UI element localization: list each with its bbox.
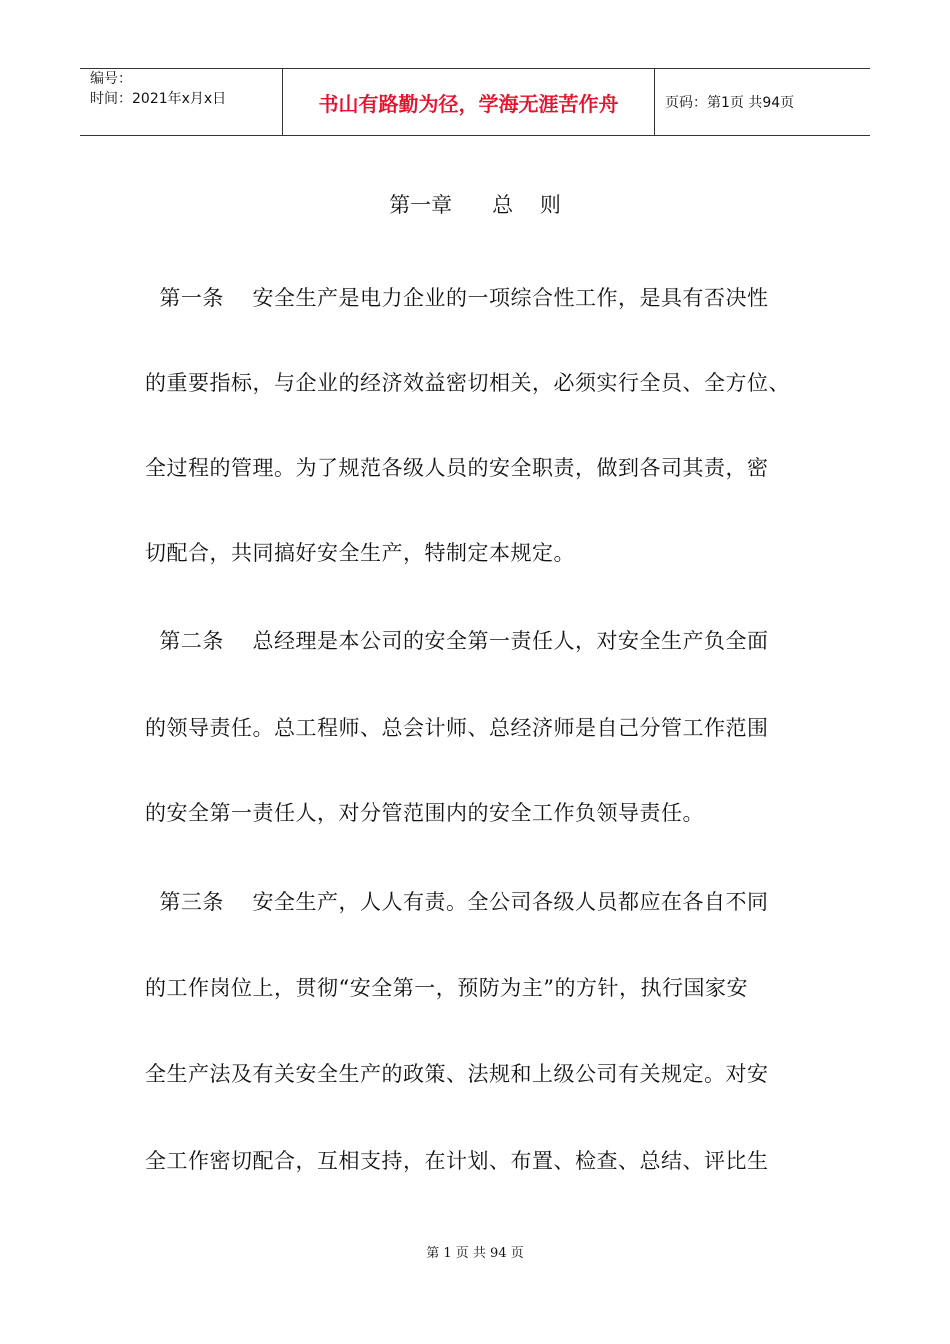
chapter-title: 第一章 总 则 bbox=[389, 193, 561, 217]
paragraph-line: 的工作岗位上，贯彻“安全第一，预防为主”的方针，执行国家安 bbox=[145, 976, 748, 1000]
page-header bbox=[80, 68, 870, 136]
page-footer: 第 1 页 共 94 页 bbox=[426, 1246, 524, 1261]
paragraph-line: 第一条 安全生产是电力企业的一项综合性工作，是具有否决性 bbox=[145, 286, 769, 310]
header-page-code: 页码：第1页 共94页 bbox=[665, 95, 795, 111]
header-meta-cell bbox=[80, 69, 282, 135]
header-motto: 书山有路勤为径，学海无涯苦作舟 bbox=[318, 91, 619, 116]
document-number-label: 编号： bbox=[90, 71, 132, 87]
paragraph-line: 全过程的管理。为了规范各级人员的安全职责，做到各司其责，密 bbox=[145, 456, 769, 480]
paragraph-line: 的领导责任。总工程师、总会计师、总经济师是自己分管工作范围 bbox=[145, 716, 769, 740]
paragraph-line: 的重要指标，与企业的经济效益密切相关，必须实行全员、全方位、 bbox=[145, 371, 790, 395]
paragraph-line: 的安全第一责任人，对分管范围内的安全工作负领导责任。 bbox=[145, 801, 704, 825]
paragraph-line: 第三条 安全生产，人人有责。全公司各级人员都应在各自不同 bbox=[145, 890, 769, 914]
paragraph-line: 全生产法及有关安全生产的政策、法规和上级公司有关规定。对安 bbox=[145, 1062, 769, 1086]
paragraph-line: 切配合，共同搞好安全生产，特制定本规定。 bbox=[145, 541, 575, 565]
paragraph-line: 全工作密切配合，互相支持，在计划、布置、检查、总结、评比生 bbox=[145, 1149, 769, 1173]
paragraph-line: 第二条 总经理是本公司的安全第一责任人，对安全生产负全面 bbox=[145, 629, 769, 653]
header-motto-cell bbox=[282, 69, 655, 135]
document-date-label: 时间：2021年x月x日 bbox=[90, 91, 227, 107]
header-page-cell bbox=[655, 69, 870, 135]
